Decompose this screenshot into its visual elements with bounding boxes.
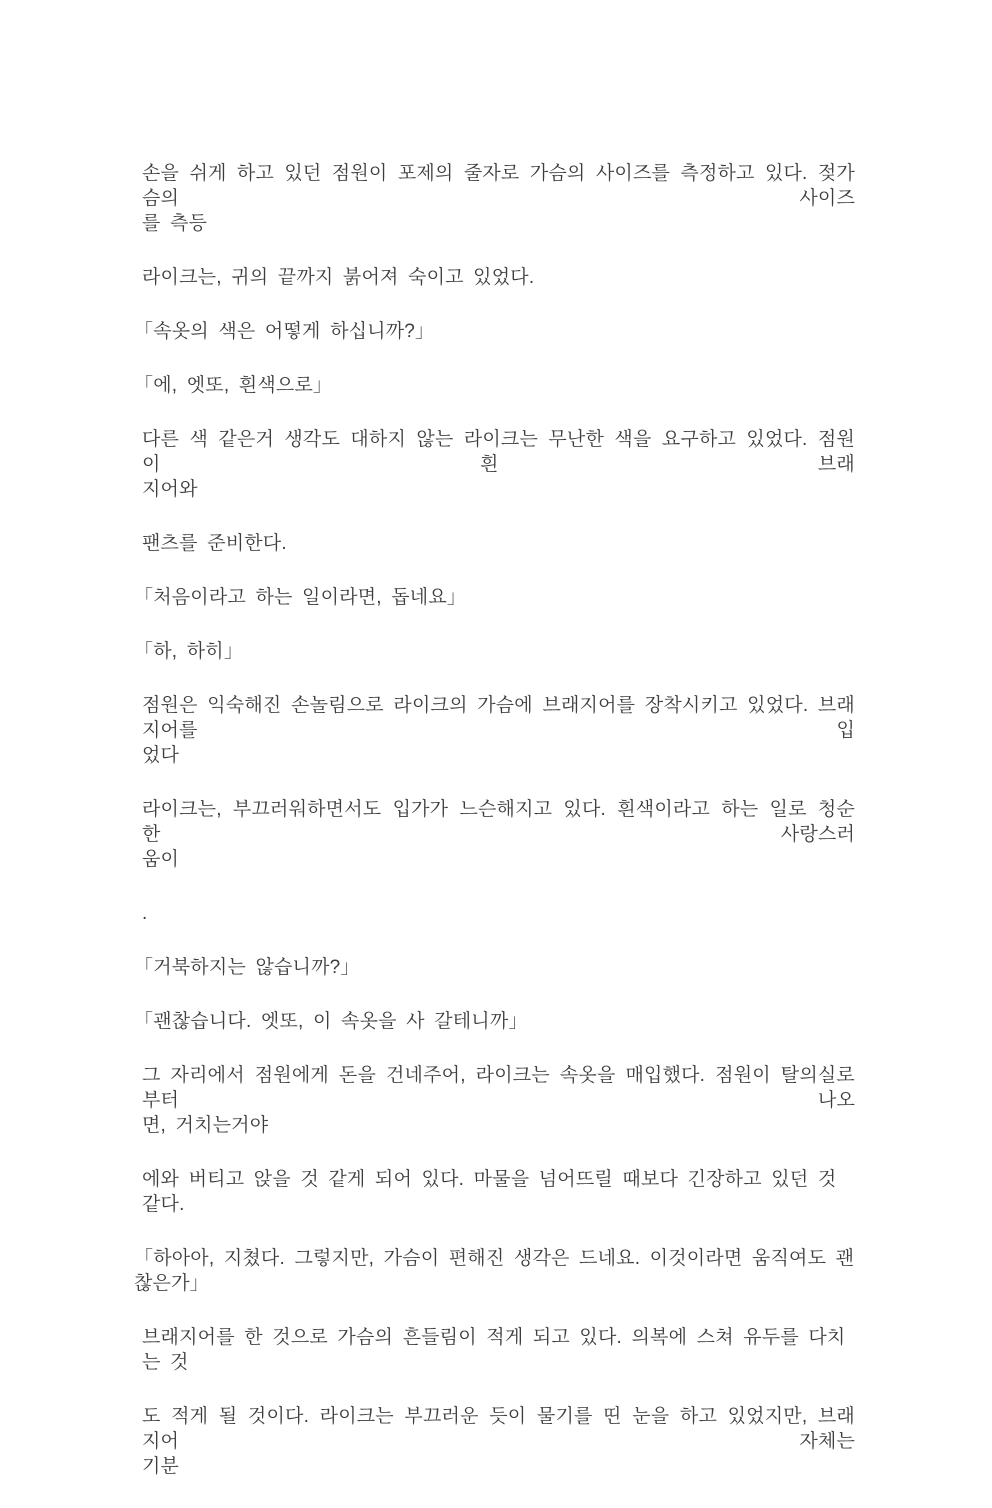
dialogue-paragraph: [134, 1009, 855, 1034]
paragraph-line: 「하, 하히」: [134, 641, 244, 662]
paragraph: [142, 531, 855, 556]
paragraph: [142, 1404, 855, 1479]
paragraph-line: 「처음이라고 하는 일이라면, 돕네요」: [134, 587, 467, 608]
dialogue-paragraph: [134, 373, 855, 398]
paragraph: [142, 427, 855, 502]
paragraph-line: 라이크는, 귀의 끝까지 붉어져 숙이고 있었다.: [142, 267, 535, 288]
paragraph: [142, 797, 855, 872]
paragraph-line: 었다: [142, 745, 180, 766]
paragraph-line: 라이크는, 부끄러워하면서도 입가가 느슨해지고 있다. 흰색이라고 하는 일로 청순한 사랑스러: [142, 799, 855, 845]
dialogue-paragraph: [134, 1246, 855, 1296]
dialogue-paragraph: [134, 955, 855, 980]
paragraph-line: 그 자리에서 점원에게 돈을 건네주어, 라이크는 속옷을 매입했다. 점원이 탈의실로부터 나오: [142, 1065, 855, 1111]
dialogue-paragraph: [134, 639, 855, 664]
paragraph: [142, 1063, 855, 1138]
paragraph-line: 「에, 엣또, 흰색으로」: [134, 375, 333, 396]
paragraph: [142, 1167, 855, 1217]
paragraph-line: 팬츠를 준비한다.: [142, 533, 287, 554]
paragraph-line: 「거북하지는 않습니까?」: [134, 957, 360, 978]
dialogue-paragraph: [134, 585, 855, 610]
paragraph-line: 에와 버티고 앉을 것 같게 되어 있다. 마물을 넘어뜨릴 때보다 긴장하고 있던 것 같다.: [142, 1169, 837, 1215]
paragraph: [142, 265, 855, 290]
paragraph: [142, 161, 855, 236]
story-text: [134, 0, 855, 1508]
paragraph-line: 지어와: [142, 479, 198, 500]
paragraph: [142, 1325, 855, 1375]
paragraph-line: .: [142, 903, 148, 924]
paragraph-line: 「괜찮습니다. 엣또, 이 속옷을 사 갈테니까」: [134, 1011, 528, 1032]
dialogue-paragraph: [134, 319, 855, 344]
paragraph-line: 브래지어를 한 것으로 가슴의 흔들림이 적게 되고 있다. 의복에 스쳐 유두를 다치는 것: [142, 1327, 846, 1373]
paragraph-line: 를 측등: [142, 213, 208, 234]
paragraph-line: 「하아아, 지쳤다. 그렇지만, 가슴이 편해진 생각은 드네요. 이것이라면 움직여도 괜찮은가」: [134, 1248, 855, 1294]
paragraph-line: 도 적게 될 것이다. 라이크는 부끄러운 듯이 물기를 띤 눈을 하고 있었지만, 브래지어 자체는: [142, 1406, 855, 1452]
paragraph-line: 기분: [142, 1456, 180, 1477]
paragraph-line: 점원은 익숙해진 손놀림으로 라이크의 가슴에 브래지어를 장착시키고 있었다. 브래지어를 입: [142, 695, 855, 741]
paragraph: [142, 693, 855, 768]
paragraph-line: 「속옷의 색은 어떻게 하십니까?」: [134, 321, 435, 342]
paragraph: [142, 901, 855, 926]
paragraph-line: 움이: [142, 849, 180, 870]
paragraph-line: 다른 색 같은거 생각도 대하지 않는 라이크는 무난한 색을 요구하고 있었다. 점원이 흰 브래: [142, 429, 855, 475]
paragraph-line: 손을 쉬게 하고 있던 점원이 포제의 줄자로 가슴의 사이즈를 측정하고 있다. 젖가슴의 사이즈: [142, 163, 855, 209]
paragraph-line: 면, 거치는거야: [142, 1115, 269, 1136]
